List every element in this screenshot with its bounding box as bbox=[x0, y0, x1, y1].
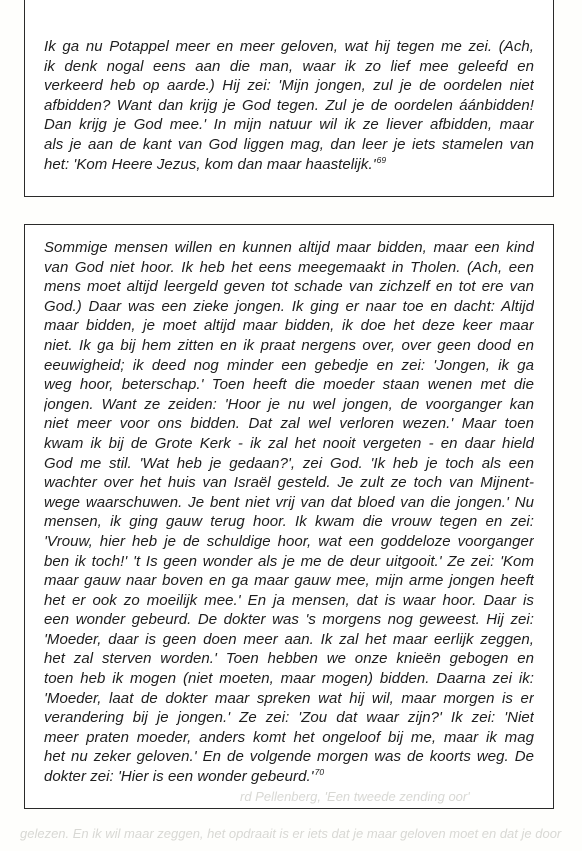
quote-2-line: 'Moeder, laat de dokter maar spreken wat hij wil, maar morgen is er bbox=[44, 689, 534, 707]
quote-2-line: het er ook zo moeilijk mee.' En ja mensen, dat is waar hoor. Daar is bbox=[44, 591, 534, 609]
quote-2-line: 'Moeder, daar is geen doen meer aan. Ik zal het maar eerlijk zeggen, bbox=[44, 630, 534, 648]
quote-2-line: God.) Daar was een zieke jongen. Ik ging er naar toe en dacht: Altijd bbox=[44, 297, 534, 315]
bleedthrough-text-1: rd Pellenberg, 'Een tweede zending oor' bbox=[240, 789, 470, 804]
quote-2-line: een wonder gebeurd. De dokter was 's morgens nog geweest. Hij zei: bbox=[44, 611, 534, 629]
quote-1-line: Ik ga nu Potappel meer en meer geloven, wat hij tegen me zei. (Ach, bbox=[44, 38, 534, 55]
quote-2-line: meer praten moeder, anders komt het ongeloof bij me, maar ik mag bbox=[44, 728, 534, 746]
quote-2-line: maar bidden, je moet altijd maar bidden, ik doe het deze keer maar bbox=[44, 317, 534, 335]
quote-1-line: het: 'Kom Heere Jezus, kom dan maar haastelijk.' bbox=[44, 155, 376, 173]
quote-1-text bbox=[44, 37, 534, 174]
quote-2-line: Sommige mensen willen en kunnen altijd maar bidden, maar een kind bbox=[44, 239, 534, 256]
quote-2-line: van God niet hoor. Ik heb het eens meegemaakt in Tholen. (Ach, een bbox=[44, 258, 534, 276]
quote-2-line: jongen. Want ze zeiden: 'Hoor je nu wel jongen, de voorganger kan bbox=[44, 395, 534, 413]
quote-2-line: wachter over het huis van Israël gesteld. Je zult ze toch van Mijnent- bbox=[44, 474, 534, 492]
footnote-marker-69: 69 bbox=[376, 154, 387, 165]
quote-2-line: niet meer voor ons bidden. Dat zal wel verloren wezen.' Maar toen bbox=[44, 415, 534, 433]
quote-box-1 bbox=[24, 0, 554, 197]
quote-2-line: toen heb ik mogen (niet moeten, maar mogen) bidden. Daarna zei ik: bbox=[44, 670, 534, 688]
quote-2-last-line bbox=[44, 767, 534, 787]
quote-1-line: ik denk nogal eens aan die man, waar ik zo lief mee geleefd en bbox=[44, 57, 534, 75]
quote-2-line: kwam ik bij de Grote Kerk - ik zal het nooit vergeten - en daar hield bbox=[44, 434, 534, 452]
quote-2-text bbox=[44, 238, 534, 787]
quote-2-line: dokter zei: 'Hier is een wonder gebeurd.' bbox=[44, 768, 314, 786]
quote-1-line: als je aan de kant van God liggen mag, dan leer je iets stamelen van bbox=[44, 135, 534, 153]
quote-box-2 bbox=[24, 224, 554, 809]
quote-2-line: wege waarschuwen. Je bent niet vrij van dat bloed van die jongen.' Nu bbox=[44, 493, 534, 511]
quote-2-line: weg hoor, beterschap.' Toen heeft die moeder staan wenen met die bbox=[44, 376, 534, 394]
quote-1-last-line bbox=[44, 155, 534, 175]
quote-2-line: verandering bij je jongen.' Ze zei: 'Zou dat waar zijn?' Ik zei: 'Niet bbox=[44, 709, 534, 727]
quote-1-line: verkeerd heb op aarde.) Hij zei: 'Mijn jongen, zul je de oordelen niet bbox=[44, 77, 534, 95]
quote-2-line: 'Vrouw, hier heb je de schuldige hoor, wat een goddeloze voorganger bbox=[44, 532, 534, 550]
quote-2-line: het nu zeker geloven.' En de volgende morgen was de koorts weg. De bbox=[44, 748, 534, 766]
quote-2-line: niet. Ik ga bij hem zitten en ik praat nergens over, over geen dood en bbox=[44, 336, 534, 354]
bleedthrough-text-2: gelezen. En ik wil maar zeggen, het opdraait is er iets dat je maar geloven moet en dat je door bbox=[20, 826, 562, 841]
quote-2-line: eeuwigheid; ik deed nog minder een gebedje en zei: 'Jongen, ik ga bbox=[44, 356, 534, 374]
quote-2-line: het zal sterven worden.' Toen hebben we onze knieën gebogen en bbox=[44, 650, 534, 668]
quote-2-line: God me stil. 'Wat heb je gedaan?', zei God. 'Ik heb je toch als een bbox=[44, 454, 534, 472]
quote-1-line: Dan krijg je God mee.' In mijn natuur wil ik ze liever afbidden, maar bbox=[44, 116, 534, 134]
quote-1-line: afbidden? Want dan krijg je God tegen. Zul je de oordelen áánbidden! bbox=[44, 96, 534, 114]
quote-2-line: mensen, ik ging gauw terug hoor. Ik kwam die vrouw tegen en zei: bbox=[44, 513, 534, 531]
footnote-marker-70: 70 bbox=[314, 767, 325, 778]
quote-2-line: mens moet altijd leergeld geven tot schade van zichzelf en tot ere van bbox=[44, 278, 534, 296]
quote-2-line: ben ik toch!' 't Is geen wonder als je me de deur uitgooit.' Ze zei: 'Kom bbox=[44, 552, 534, 570]
quote-2-line: maar gauw naar boven en ga maar gauw mee, mijn arme jongen heeft bbox=[44, 572, 534, 590]
